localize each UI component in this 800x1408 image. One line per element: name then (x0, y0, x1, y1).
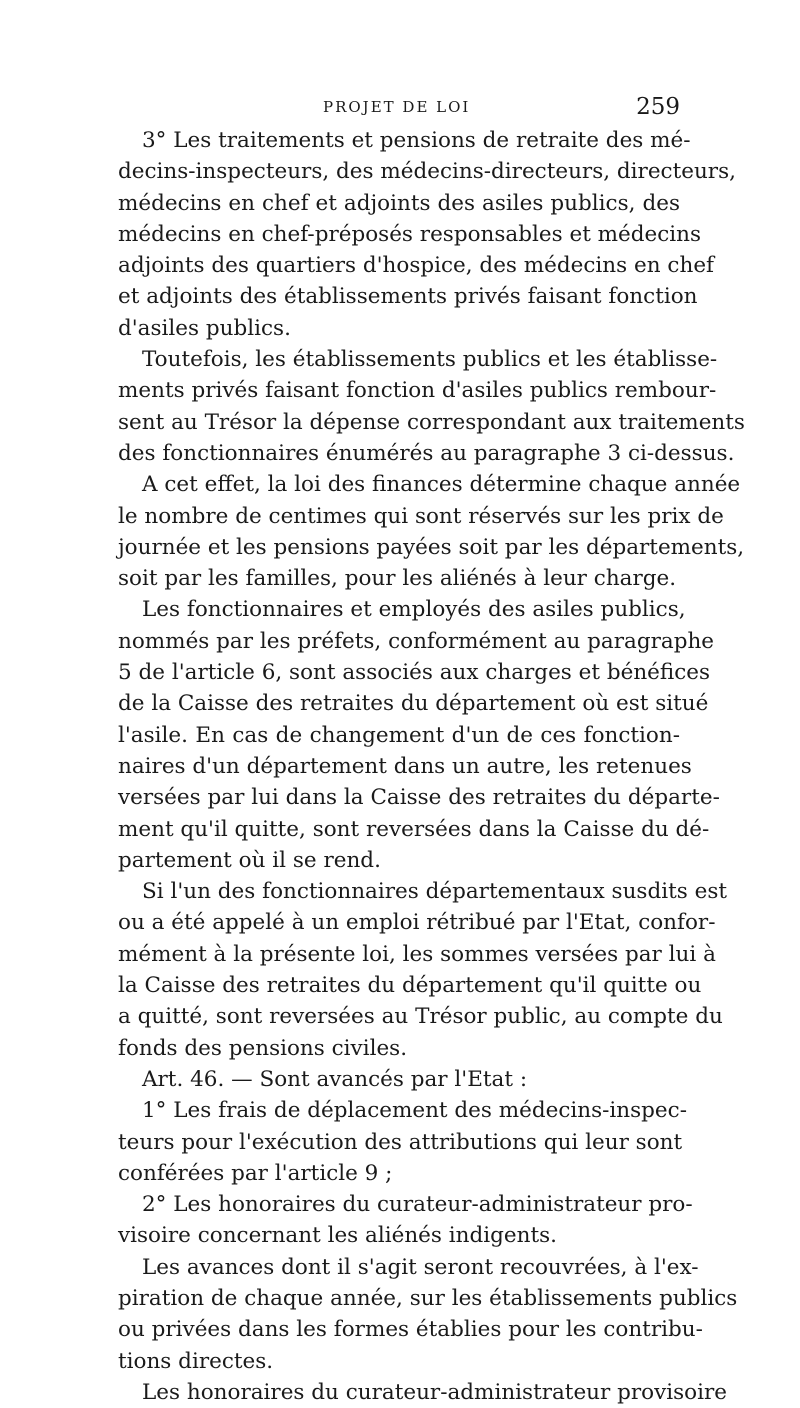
text-line: fonds des pensions civiles. (118, 1035, 408, 1061)
text-line: la Caisse des retraites du département qu'il quitte ou (118, 973, 702, 999)
text-line: tions directes. (118, 1348, 274, 1374)
text-line: decins-inspecteurs, des médecins-directeurs, directeurs, (118, 159, 736, 185)
text-line: Les honoraires du curateur-administrateur provisoire (142, 1379, 727, 1405)
text-line: versées par lui dans la Caisse des retraites du départe- (118, 785, 720, 811)
body-text (118, 125, 745, 1408)
text-line: partement où il se rend. (118, 847, 381, 873)
text-line: Toutefois, les établissements publics et les établisse- (142, 347, 718, 373)
text-line: a quitté, sont reversées au Trésor public, au compte du (118, 1004, 723, 1030)
text-line: médecins en chef-préposés responsables et médecins (118, 221, 702, 247)
text-line: teurs pour l'exécution des attributions qui leur sont (118, 1129, 683, 1155)
text-line: mément à la présente loi, les sommes versées par lui à (118, 941, 716, 967)
text-line: A cet effet, la loi des finances détermine chaque année (142, 472, 741, 498)
text-line: médecins en chef et adjoints des asiles publics, des (118, 190, 680, 216)
text-line: le nombre de centimes qui sont réservés sur les prix de (118, 503, 724, 529)
text-line: conférées par l'article 9 ; (118, 1160, 393, 1186)
text-line: l'asile. En cas de changement d'un de ces fonction- (118, 722, 680, 748)
running-title: PROJET DE LOI (323, 98, 471, 116)
text-line: naires d'un département dans un autre, les retenues (118, 753, 692, 779)
text-line: nommés par les préfets, conformément au paragraphe (118, 628, 715, 654)
text-line: Si l'un des fonctionnaires départementaux susdits est (142, 879, 728, 905)
text-line: visoire concernant les aliénés indigents. (118, 1223, 557, 1249)
text-line: ment qu'il quitte, sont reversées dans la Caisse du dé- (118, 816, 710, 842)
text-line: 5 de l'article 6, sont associés aux charges et bénéfices (118, 660, 711, 686)
text-line: Art. 46. — Sont avancés par l'Etat : (142, 1066, 528, 1092)
page-number: 259 (636, 94, 680, 120)
text-line: et adjoints des établissements privés faisant fonction (118, 284, 698, 310)
text-line: Les fonctionnaires et employés des asiles publics, (142, 597, 686, 623)
text-line: ments privés faisant fonction d'asiles publics rembour- (118, 378, 717, 404)
text-line: 1° Les frais de déplacement des médecins-inspec- (142, 1098, 687, 1124)
text-line: des fonctionnaires énumérés au paragraphe 3 ci-dessus. (118, 440, 735, 466)
text-line: sent au Trésor la dépense correspondant aux traitements (118, 409, 745, 435)
text-line: piration de chaque année, sur les établissements publics (118, 1285, 738, 1311)
text-line: 3° Les traitements et pensions de retraite des mé- (142, 128, 691, 153)
text-line: 2° Les honoraires du curateur-administrateur pro- (142, 1192, 693, 1218)
text-line: soit par les familles, pour les aliénés à leur charge. (118, 566, 677, 592)
text-line: d'asiles publics. (118, 315, 291, 341)
text-line: ou a été appelé à un emploi rétribué par l'Etat, confor- (118, 910, 716, 936)
text-line: ou privées dans les formes établies pour les contribu- (118, 1317, 703, 1343)
page-header (118, 94, 680, 128)
text-line: journée et les pensions payées soit par les départements, (118, 534, 745, 560)
text-line: de la Caisse des retraites du département où est situé (118, 691, 709, 717)
text-line: Les avances dont il s'agit seront recouvrées, à l'ex- (142, 1254, 699, 1280)
text-line: adjoints des quartiers d'hospice, des médecins en chef (118, 253, 714, 279)
